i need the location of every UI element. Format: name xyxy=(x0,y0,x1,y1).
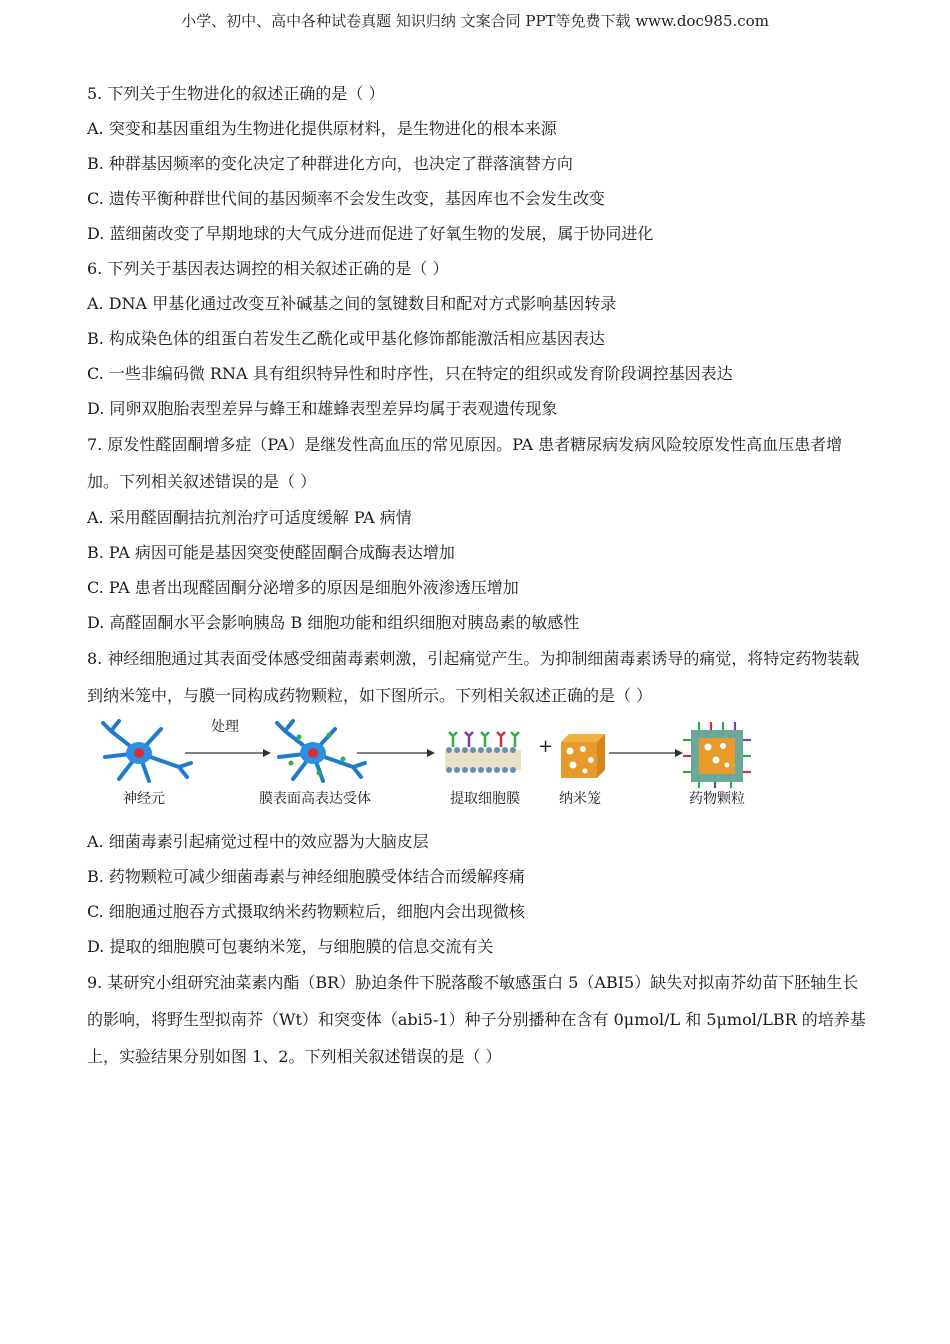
question-stem xyxy=(87,964,867,1075)
figure-drawing xyxy=(87,718,867,788)
question-8 xyxy=(87,640,867,964)
option-d: D. 提取的细胞膜可包裹纳米笼，与细胞膜的信息交流有关 xyxy=(87,937,494,956)
label-nanocage: 纳米笼 xyxy=(559,791,601,807)
label-drug-particle: 药物颗粒 xyxy=(689,791,745,807)
drug-particle-icon xyxy=(683,722,751,788)
stem-part-2: 的是（ ） xyxy=(432,1047,502,1066)
option-b: B. 种群基因频率的变化决定了种群进化方向，也决定了群落演替方向 xyxy=(87,154,573,173)
option-d: D. 同卵双胞胎表型差异与蜂王和雄蜂表型差异均属于表观遗传现象 xyxy=(87,399,558,418)
question-6 xyxy=(87,251,867,426)
option-b: B. 构成染色体的组蛋白若发生乙酰化或甲基化修饰都能激活相应基因表达 xyxy=(87,329,605,348)
question-9 xyxy=(87,964,867,1075)
option-d: D. 高醛固酮水平会影响胰岛 B 细胞功能和组织细胞对胰岛素的敏感性 xyxy=(87,613,580,632)
option-a: A. DNA 甲基化通过改变互补碱基之间的氢键数目和配对方式影响基因转录 xyxy=(87,294,617,313)
option-a: A. 细菌毒素引起痛觉过程中的效应器为大脑皮层 xyxy=(87,832,429,851)
question-stem: 8. 神经细胞通过其表面受体感受细菌毒素刺激，引起痛觉产生。为抑制细菌毒素诱导的痛觉，将特定药物装载到纳米笼中，与膜一同构成药物颗粒，如下图所示。下列相关叙述正确的是（ ） xyxy=(87,649,860,705)
neuron-icon xyxy=(103,721,191,781)
option-c: C. 一些非编码微 RNA 具有组织特异性和时序性，只在特定的组织或发育阶段调控基因表达 xyxy=(87,364,733,383)
question-stem: 5. 下列关于生物进化的叙述正确的是（ ） xyxy=(87,84,385,103)
question-5 xyxy=(87,76,867,251)
option-d: D. 蓝细菌改变了早期地球的大气成分进而促进了好氧生物的发展，属于协同进化 xyxy=(87,224,654,243)
option-c: C. 遗传平衡种群世代间的基因频率不会发生改变，基因库也不会发生改变 xyxy=(87,189,605,208)
cell-membrane-icon xyxy=(445,732,521,773)
emphasis-word: 错误 · · xyxy=(400,1047,432,1066)
plus-sign: + xyxy=(538,736,554,757)
option-c: C. 细胞通过胞吞方式摄取纳米药物颗粒后，细胞内会出现微核 xyxy=(87,902,525,921)
exam-content xyxy=(87,76,867,1075)
question-7 xyxy=(87,426,867,640)
label-neuron: 神经元 xyxy=(123,791,165,807)
option-b: B. PA 病因可能是基因突变使醛固酮合成酶表达增加 xyxy=(87,543,455,562)
option-a: A. 突变和基因重组为生物进化提供原材料，是生物进化的根本来源 xyxy=(87,119,557,138)
drug-particle-figure xyxy=(87,718,867,818)
label-high-receptor: 膜表面高表达受体 xyxy=(259,791,371,807)
page-header-banner: 小学、初中、高中各种试卷真题 知识归纳 文案合同 PPT等免费下载 www.doc985.com xyxy=(181,12,769,30)
label-membrane: 提取细胞膜 xyxy=(450,791,520,807)
option-a: A. 采用醛固酮拮抗剂治疗可适度缓解 PA 病情 xyxy=(87,508,412,527)
question-stem: 6. 下列关于基因表达调控的相关叙述正确的是（ ） xyxy=(87,259,449,278)
option-b: B. 药物颗粒可减少细菌毒素与神经细胞膜受体结合而缓解疼痛 xyxy=(87,867,525,886)
arrow-label: 处理 xyxy=(211,719,239,735)
nanocage-icon xyxy=(561,734,605,778)
stem-part-1: 9. 某研究小组研究油菜素内酯（BR）胁迫条件下脱落酸不敏感蛋白 5（ABI5）缺失对拟南芥幼苗下胚轴生长的影响，将野生型拟南芥（Wt）和突变体（abi5-1）种子分别播种在含有 0μmol/L 和 5μmol/LBR 的培养基上，实验结果分别如图 1、2。下列相关叙述 xyxy=(87,973,866,1066)
question-stem: 7. 原发性醛固酮增多症（PA）是继发性高血压的常见原因。PA 患者糖尿病发病风险较原发性高血压患者增加。下列相关叙述错误的是（ ） xyxy=(87,435,843,491)
option-c: C. PA 患者出现醛固酮分泌增多的原因是细胞外液渗透压增加 xyxy=(87,578,519,597)
neuron-receptor-icon xyxy=(277,721,365,781)
